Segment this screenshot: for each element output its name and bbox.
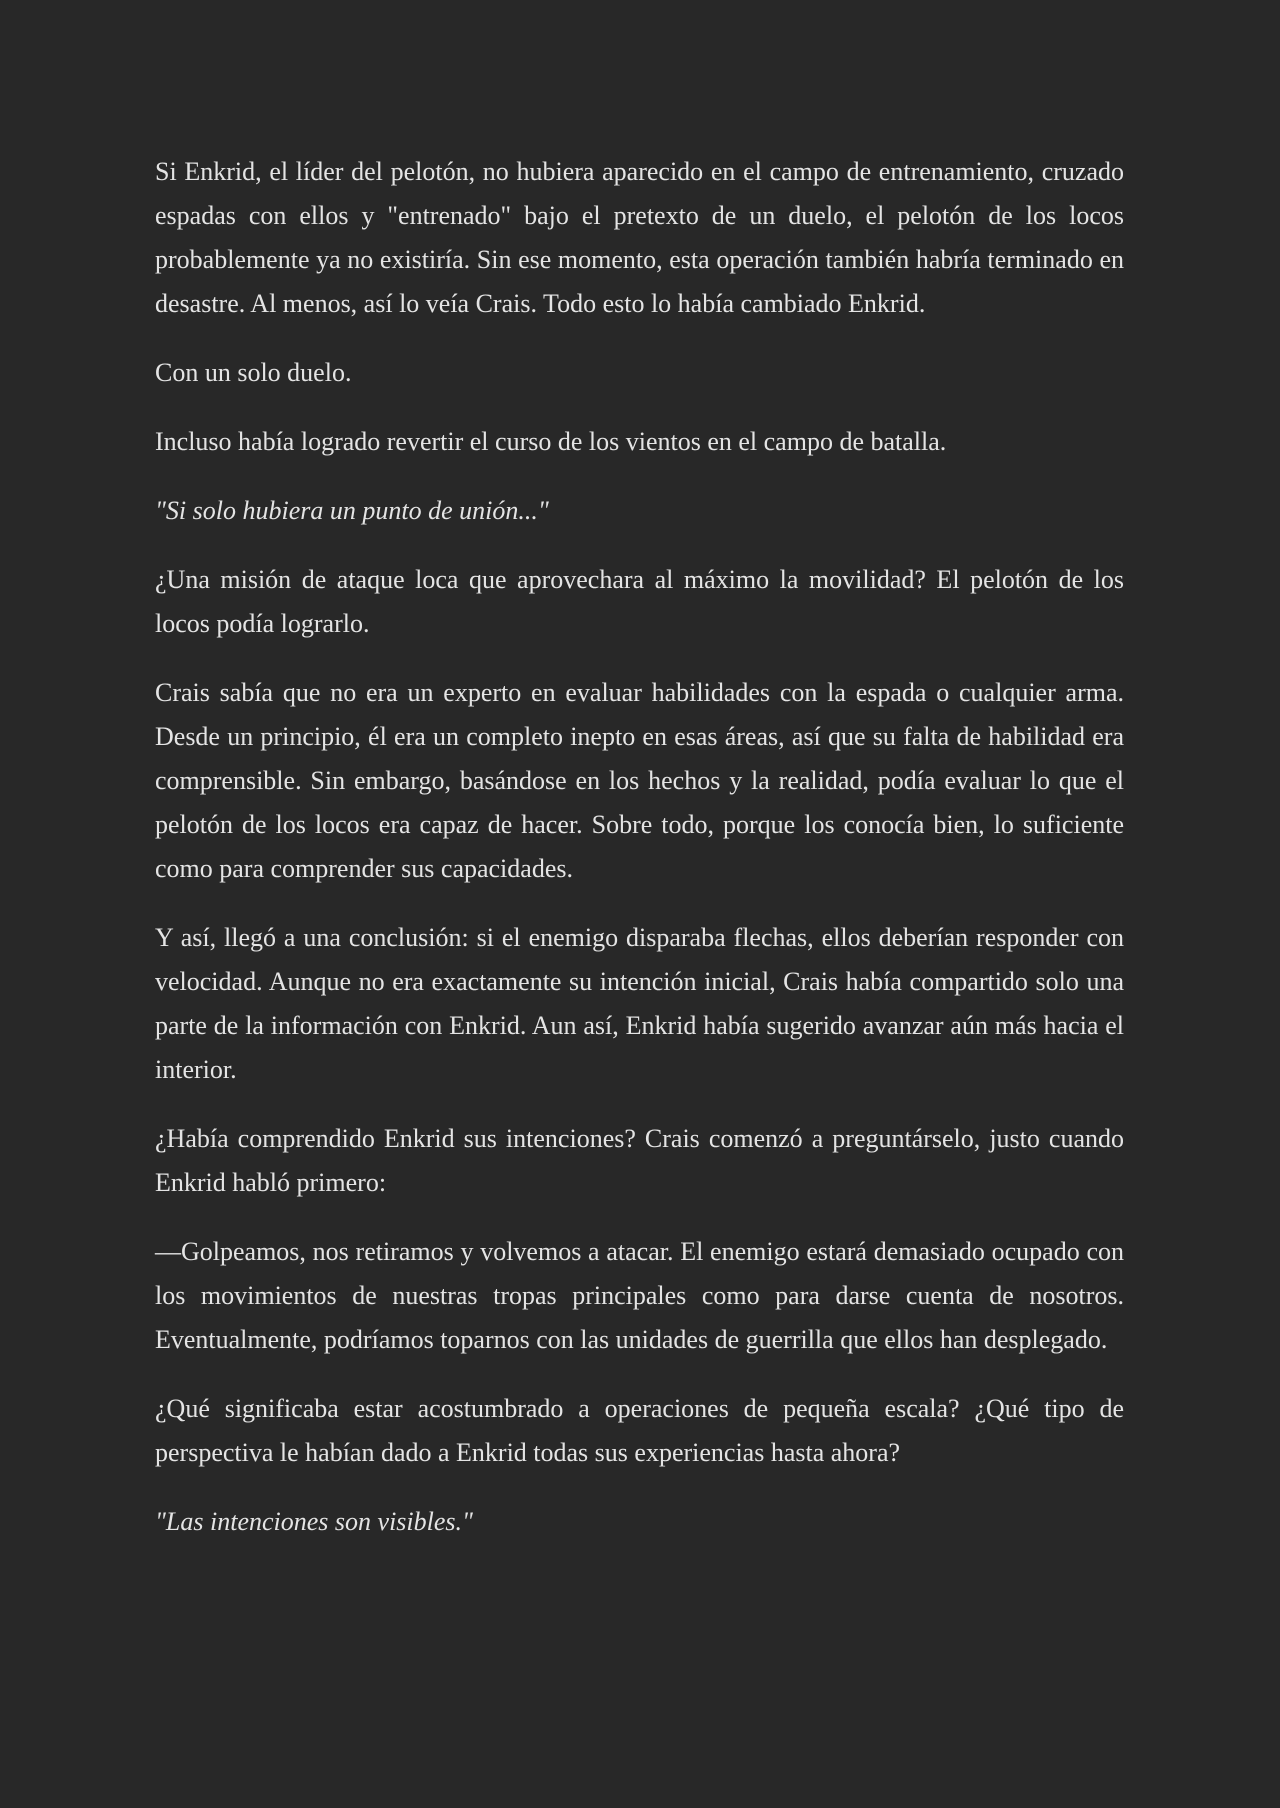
paragraph: Con un solo duelo.	[155, 358, 352, 387]
italic-thought-paragraph: "Si solo hubiera un punto de unión..."	[155, 496, 549, 525]
paragraph: Y así, llegó a una conclusión: si el enemigo disparaba flechas, ellos deberían responder con velocidad. Aunque no era exactamente su intención inicial, Crais había compartido solo una parte de la información con Enkrid. Aun así, Enkrid había sugerido avanzar aún más hacia el interior.	[155, 923, 1124, 1084]
paragraph: ¿Qué significaba estar acostumbrado a operaciones de pequeña escala? ¿Qué tipo de perspectiva le habían dado a Enkrid todas sus experiencias hasta ahora?	[155, 1394, 1124, 1467]
paragraph: Si Enkrid, el líder del pelotón, no hubiera aparecido en el campo de entrenamiento, cruzado espadas con ellos y "entrenado" bajo el pretexto de un duelo, el pelotón de los locos probablemente ya no existiría. Sin ese momento, esta operación también habría terminado en desastre. Al menos, así lo veía Crais. Todo esto lo había cambiado Enkrid.	[155, 157, 1124, 318]
reading-pane	[155, 150, 1124, 1569]
paragraph: Crais sabía que no era un experto en evaluar habilidades con la espada o cualquier arma. Desde un principio, él era un completo inepto en esas áreas, así que su falta de habilidad era comprensible. Sin embargo, basándose en los hechos y la realidad, podía evaluar lo que el pelotón de los locos era capaz de hacer. Sobre todo, porque los conocía bien, lo suficiente como para comprender sus capacidades.	[155, 678, 1124, 883]
paragraph: ¿Una misión de ataque loca que aprovechara al máximo la movilidad? El pelotón de los locos podía lograrlo.	[155, 565, 1124, 638]
paragraph: Incluso había logrado revertir el curso de los vientos en el campo de batalla.	[155, 427, 947, 456]
dialogue-paragraph: —Golpeamos, nos retiramos y volvemos a atacar. El enemigo estará demasiado ocupado con los movimientos de nuestras tropas principales como para darse cuenta de nosotros. Eventualmente, podríamos toparnos con las unidades de guerrilla que ellos han desplegado.	[155, 1237, 1124, 1354]
italic-thought-paragraph: "Las intenciones son visibles."	[155, 1507, 473, 1536]
paragraph: ¿Había comprendido Enkrid sus intenciones? Crais comenzó a preguntárselo, justo cuando Enkrid habló primero:	[155, 1124, 1124, 1197]
